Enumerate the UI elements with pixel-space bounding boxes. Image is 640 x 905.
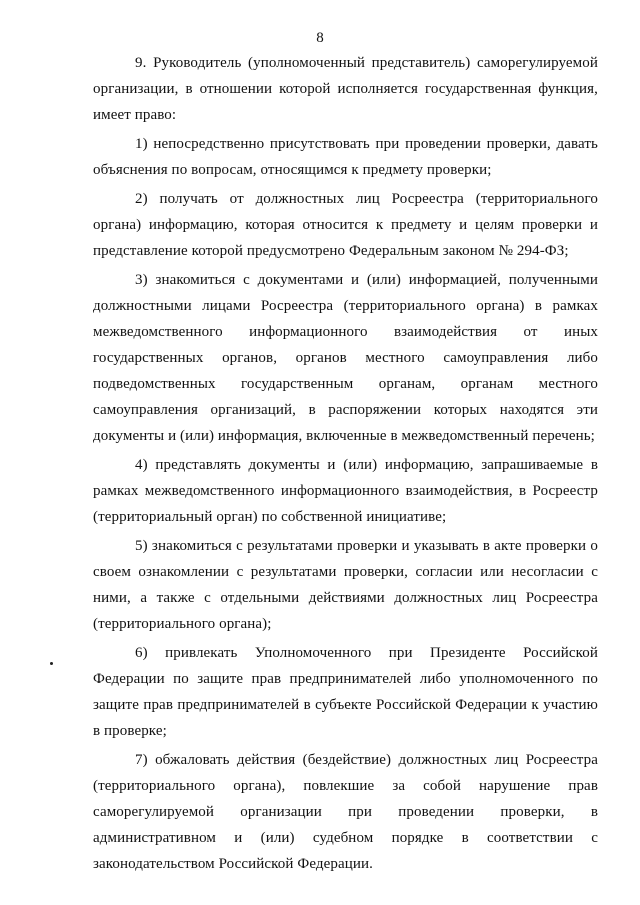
list-item-1: 1) непосредственно присутствовать при проведении проверки, давать объяснения по вопросам, относящимся к предмету проверки;	[93, 136, 598, 178]
list-item-6: 6) привлекать Уполномоченного при Президенте Российской Федерации по защите прав предпринимателей либо уполномоченного по защите прав предпринимателей в субъекте Российской Федерации к участию в проверке;	[93, 645, 598, 739]
list-item-7: 7) обжаловать действия (бездействие) должностных лиц Росреестра (территориального органа), повлекшие за собой нарушение прав саморегулируемой организации при проведении проверки, в административном и (или) судебном порядке в соответствии с законодательством Российской Федерации.	[93, 752, 598, 872]
list-item-3: 3) знакомиться с документами и (или) информацией, полученными должностными лицами Росреестра (территориального органа) в рамках межведомственного информационного взаимодействия от иных государственных органов, органов местного самоуправления либо подведомственных государственным органам, органам местного самоуправления организаций, в распоряжении которых находятся эти документы и (или) информация, включенные в межведомственный перечень;	[93, 272, 598, 444]
paragraph-9: 9. Руководитель (уполномоченный представитель) саморегулируемой организации, в отношении которой исполняется государственная функция, имеет право:	[93, 55, 598, 123]
document-body	[93, 50, 598, 880]
list-item-2: 2) получать от должностных лиц Росреестра (территориального органа) информацию, которая относится к предмету и целям проверки и представление которой предусмотрено Федеральным законом № 294-ФЗ;	[93, 191, 598, 259]
margin-mark	[50, 662, 53, 665]
page-number: 8	[316, 30, 324, 46]
list-item-4: 4) представлять документы и (или) информацию, запрашиваемые в рамках межведомственного информационного взаимодействия, в Росреестр (территориальный орган) по собственной инициативе;	[93, 457, 598, 525]
list-item-5: 5) знакомиться с результатами проверки и указывать в акте проверки о своем ознакомлении с результатами проверки, согласии или несогласии с ними, а также с отдельными действиями должностных лиц Росреестра (территориального органа);	[93, 538, 598, 632]
